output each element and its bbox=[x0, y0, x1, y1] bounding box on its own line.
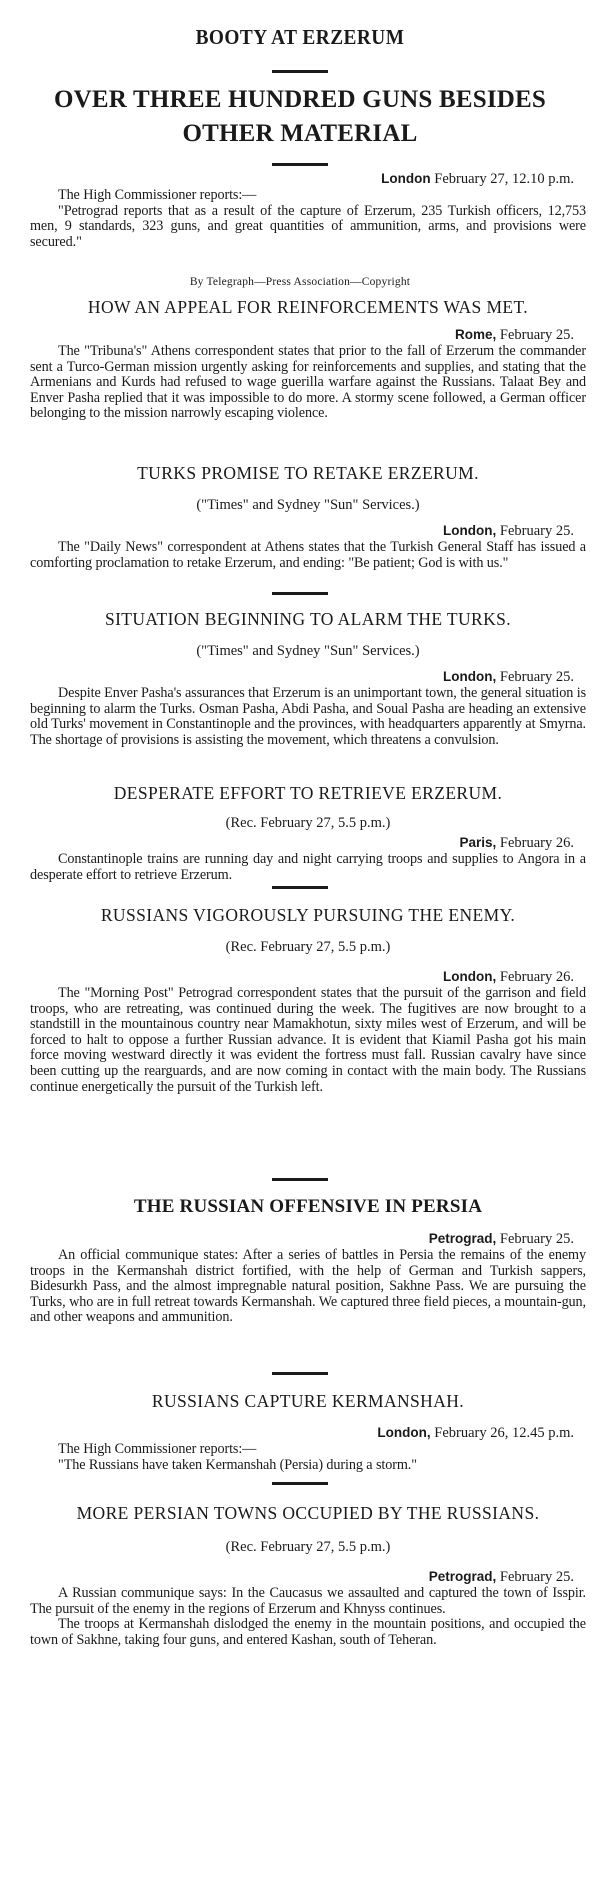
section-heading: SITUATION BEGINNING TO ALARM THE TURKS. bbox=[104, 609, 512, 629]
dateline-city: London, bbox=[377, 1425, 431, 1440]
rule-divider bbox=[272, 1482, 328, 1485]
dateline bbox=[30, 834, 586, 852]
main-title: BOOTY AT ERZERUM bbox=[195, 25, 405, 49]
dateline-date: February 25. bbox=[499, 1231, 574, 1247]
dateline-city: Petrograd, bbox=[428, 1569, 497, 1584]
section-heading: THE RUSSIAN OFFENSIVE IN PERSIA bbox=[133, 1196, 483, 1217]
dateline bbox=[30, 968, 586, 986]
dateline-city: London bbox=[381, 171, 431, 186]
section-heading: HOW AN APPEAL FOR REINFORCEMENTS WAS MET. bbox=[87, 297, 529, 317]
article-section bbox=[30, 904, 586, 1095]
dateline-date: February 25. bbox=[499, 327, 574, 343]
service-line: (Rec. February 27, 5.5 p.m.) bbox=[225, 939, 391, 955]
dateline-city: Rome, bbox=[455, 327, 497, 342]
credit-line bbox=[10, 275, 590, 289]
lead-quote: "Petrograd reports that as a result of the capture of Erzerum, 235 Turkish officers, 12,753 men, 9 standards, 323 guns, and great quantities of ammunition, arms, and provisions were secured." bbox=[30, 202, 586, 250]
subtitle: OVER THREE HUNDRED GUNS BESIDES OTHER MATERIAL bbox=[54, 86, 546, 147]
masthead bbox=[10, 10, 590, 166]
service-line: ("Times" and Sydney "Sun" Services.) bbox=[196, 497, 420, 513]
section-heading: MORE PERSIAN TOWNS OCCUPIED BY THE RUSSIANS. bbox=[76, 1503, 540, 1523]
rule-divider bbox=[272, 592, 328, 595]
dateline-city: London, bbox=[443, 523, 497, 538]
dateline-date: February 27, 12.10 p.m. bbox=[434, 171, 574, 187]
section-paragraph: Constantinople trains are running day and night carrying troops and supplies to Angora in a desperate effort to retrieve Erzerum. bbox=[30, 851, 586, 883]
article-section bbox=[30, 1390, 586, 1473]
section-paragraph: The "Daily News" correspondent at Athens states that the Turkish General Staff has issued a comforting proclamation to retake Erzerum, and ending: "Be patient; God is with us." bbox=[30, 539, 586, 571]
section-paragraph: Despite Enver Pasha's assurances that Erzerum is an unimportant town, the general situation is beginning to alarm the Turks. Osman Pasha, Abdi Pasha, and Soual Pasha are heading an extensive old Turks' movement in Constantinople and the provinces, with headquarters apparently at Smyrna. The shortage of provisions is assisting the movement, which threatens a convulsion. bbox=[30, 685, 586, 748]
section-paragraph: "The Russians have taken Kermanshah (Persia) during a storm." bbox=[58, 1456, 417, 1473]
rule-divider bbox=[272, 886, 328, 889]
dateline-city: Petrograd, bbox=[428, 1231, 497, 1246]
dateline-date: February 26, 12.45 p.m. bbox=[434, 1425, 574, 1441]
credit: By Telegraph—Press Association—Copyright bbox=[189, 276, 411, 288]
dateline-city: London, bbox=[443, 669, 497, 684]
dateline bbox=[30, 1230, 586, 1248]
dateline-date: February 25. bbox=[499, 669, 574, 685]
dateline bbox=[30, 1568, 586, 1586]
service-line: (Rec. February 27, 5.5 p.m.) bbox=[225, 815, 391, 831]
section-paragraph: The troops at Kermanshah dislodged the enemy in the mountain positions, and occupied the town of Sakhne, taking four guns, and entered Kashan, south of Teheran. bbox=[30, 1616, 586, 1648]
dateline-date: February 26. bbox=[499, 969, 574, 985]
dateline bbox=[30, 170, 586, 188]
section-paragraph: The "Tribuna's" Athens correspondent states that prior to the fall of Erzerum the commander sent a Turco-German mission urgently asking for reinforcements and supplies, and stating that the Armenians and Kurds had refused to wage guerilla warfare against the Russians. Talaat Bey and Enver Pasha replied that it was impossible to do more. A stormy scene followed, a German officer belonging to the mission narrowly escaping violence. bbox=[30, 343, 586, 422]
rule-divider bbox=[272, 163, 328, 166]
dateline-date: February 26. bbox=[499, 835, 574, 851]
dateline-city: Paris, bbox=[459, 835, 497, 850]
article-section bbox=[30, 296, 586, 422]
rule-divider bbox=[272, 1372, 328, 1375]
dateline bbox=[30, 668, 586, 686]
section-paragraph: The "Morning Post" Petrograd correspondent states that the pursuit of the garrison and field troops, who are retreating, was continued during the week. The fugitives are now brought to a standstill in the mountainous country near Mamakhotun, sixty miles west of Erzerum, and will be forced to halt to oppose a further Russian advance. It is evident that Kiamil Pasha got his main force moving westward directly it was evident the fortress must fall. Russian cavalry have since been cutting up the rearguards, and are now coming in contact with the main body. The Russians continue energetically the pursuit of the Turkish left. bbox=[30, 985, 586, 1095]
dateline bbox=[30, 1424, 586, 1442]
article-section bbox=[30, 1196, 586, 1326]
rule-divider bbox=[272, 70, 328, 73]
article-section bbox=[30, 782, 586, 883]
article-section bbox=[30, 462, 586, 571]
section-paragraph: A Russian communique says: In the Caucasus we assaulted and captured the town of Isspir. The pursuit of the enemy in the regions of Erzerum and Khnyss continues. bbox=[30, 1585, 586, 1617]
dateline bbox=[30, 326, 586, 344]
lead-intro: The High Commissioner reports:— bbox=[58, 187, 257, 203]
rule-divider bbox=[272, 1178, 328, 1181]
dateline-date: February 25. bbox=[499, 1569, 574, 1585]
service-line: (Rec. February 27, 5.5 p.m.) bbox=[225, 1539, 391, 1555]
dateline-date: February 25. bbox=[499, 523, 574, 539]
article-section bbox=[30, 1502, 586, 1648]
dateline-city: London, bbox=[443, 969, 497, 984]
section-heading: TURKS PROMISE TO RETAKE ERZERUM. bbox=[137, 463, 479, 483]
service-line: ("Times" and Sydney "Sun" Services.) bbox=[196, 643, 420, 659]
lead-dispatch bbox=[30, 170, 586, 250]
section-paragraph: The High Commissioner reports:— bbox=[58, 1441, 257, 1457]
article-section bbox=[30, 608, 586, 748]
section-paragraph: An official communique states: After a series of battles in Persia the remains of the enemy troops in the Kermanshah district fortified, with the help of German and Turkish sappers, Bidesurkh Pass, and the almost impregnable natural position, Sakhne Pass. We are pursuing the Turks, who are in full retreat towards Kermanshah. We captured three field pieces, a mountain-gun, and other weapons and ammunition. bbox=[30, 1247, 586, 1326]
section-heading: DESPERATE EFFORT TO RETRIEVE ERZERUM. bbox=[113, 783, 503, 803]
section-heading: RUSSIANS VIGOROUSLY PURSUING THE ENEMY. bbox=[100, 905, 516, 925]
dateline bbox=[30, 522, 586, 540]
section-heading: RUSSIANS CAPTURE KERMANSHAH. bbox=[151, 1391, 465, 1411]
